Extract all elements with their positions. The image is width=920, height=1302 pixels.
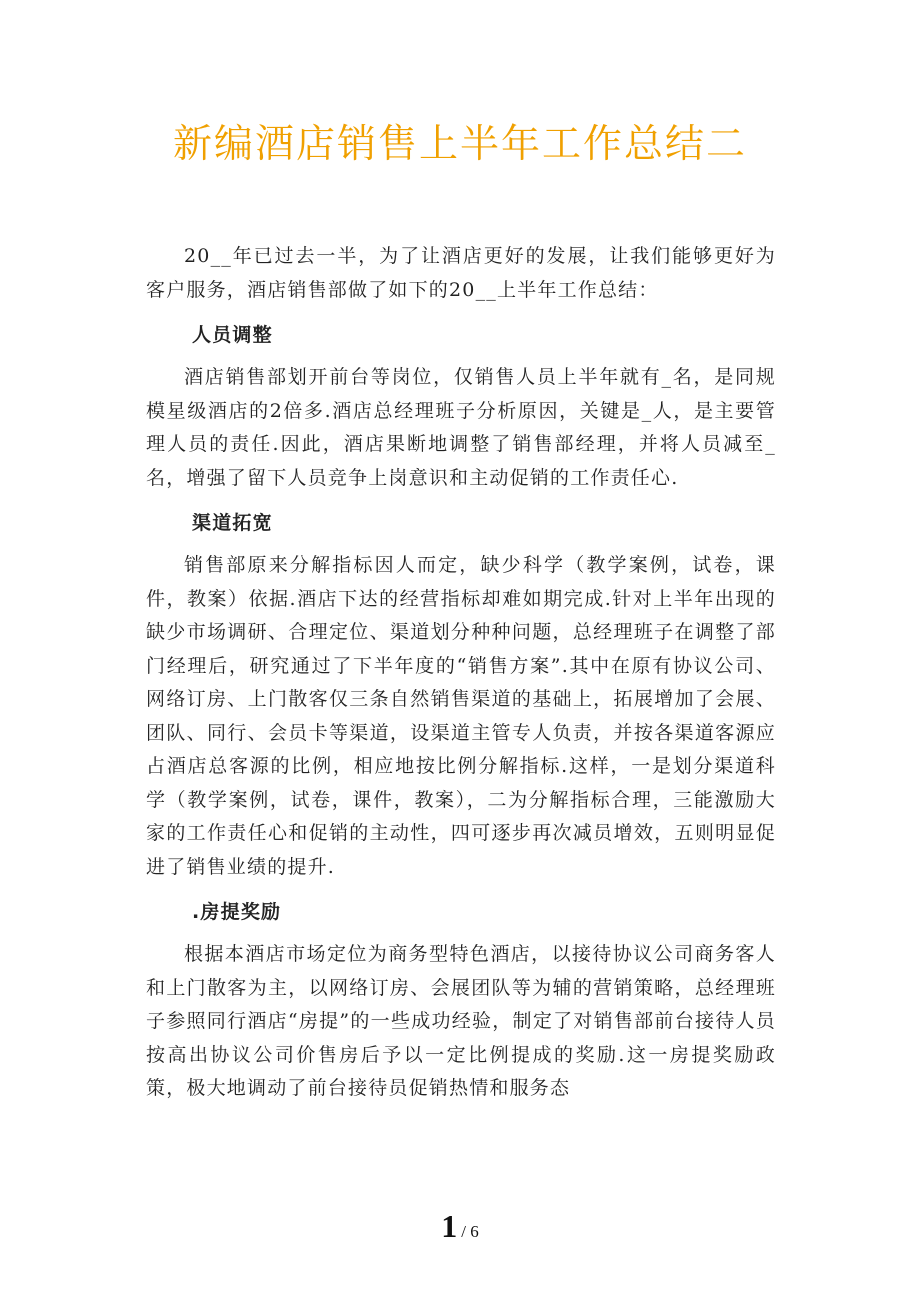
page-number: 1 [441, 1208, 458, 1244]
section-heading-channels: 渠道拓宽 [192, 512, 273, 534]
section-paragraph-staffing: 酒店销售部划开前台等岗位，仅销售人员上半年就有_名，是同规模星级酒店的2倍多.酒店总经理班子分析原因，关键是_人，是主要管理人员的责任.因此，酒店果断地调整了销售部经理，并将人员减至_名，增强了留下人员竞争上岗意识和主动促销的工作责任心. [146, 366, 776, 489]
section-heading-staffing: 人员调整 [192, 324, 273, 346]
page-footer [0, 1208, 920, 1245]
section-paragraph-channels: 销售部原来分解指标因人而定，缺少科学（教学案例，试卷，课件，教案）依据.酒店下达的经营指标却难如期完成.针对上半年出现的缺少市场调研、合理定位、渠道划分种种问题，总经理班子在调整了部门经理后，研究通过了下半年度的“销售方案”.其中在原有协议公司、网络订房、上门散客仅三条自然销售渠道的基础上，拓展增加了会展、团队、同行、会员卡等渠道，设渠道主管专人负责，并按各渠道客源应占酒店总客源的比例，相应地按比例分解指标.这样，一是划分渠道科学（教学案例，试卷，课件，教案），二为分解指标合理，三能激励大家的工作责任心和促销的主动性，四可逐步再次减员增效，五则明显促进了销售业绩的提升. [146, 554, 776, 878]
section-paragraph-room-commission: 根据本酒店市场定位为商务型特色酒店，以接待协议公司商务客人和上门散客为主，以网络订房、会展团队等为辅的营销策略，总经理班子参照同行酒店“房提”的一些成功经验，制定了对销售部前台接待人员按高出协议公司价售房后予以一定比例提成的奖励.这一房提奖励政策，极大地调动了前台接待员促销热情和服务态 [146, 943, 776, 1099]
page-total: / 6 [461, 1222, 479, 1241]
document-title: 新编酒店销售上半年工作总结二 [172, 122, 747, 167]
document-body [146, 240, 776, 1106]
section-heading-room-commission: .房提奖励 [192, 901, 282, 923]
intro-paragraph: 20__年已过去一半，为了让酒店更好的发展，让我们能够更好为客户服务，酒店销售部做了如下的20__上半年工作总结： [146, 245, 776, 301]
